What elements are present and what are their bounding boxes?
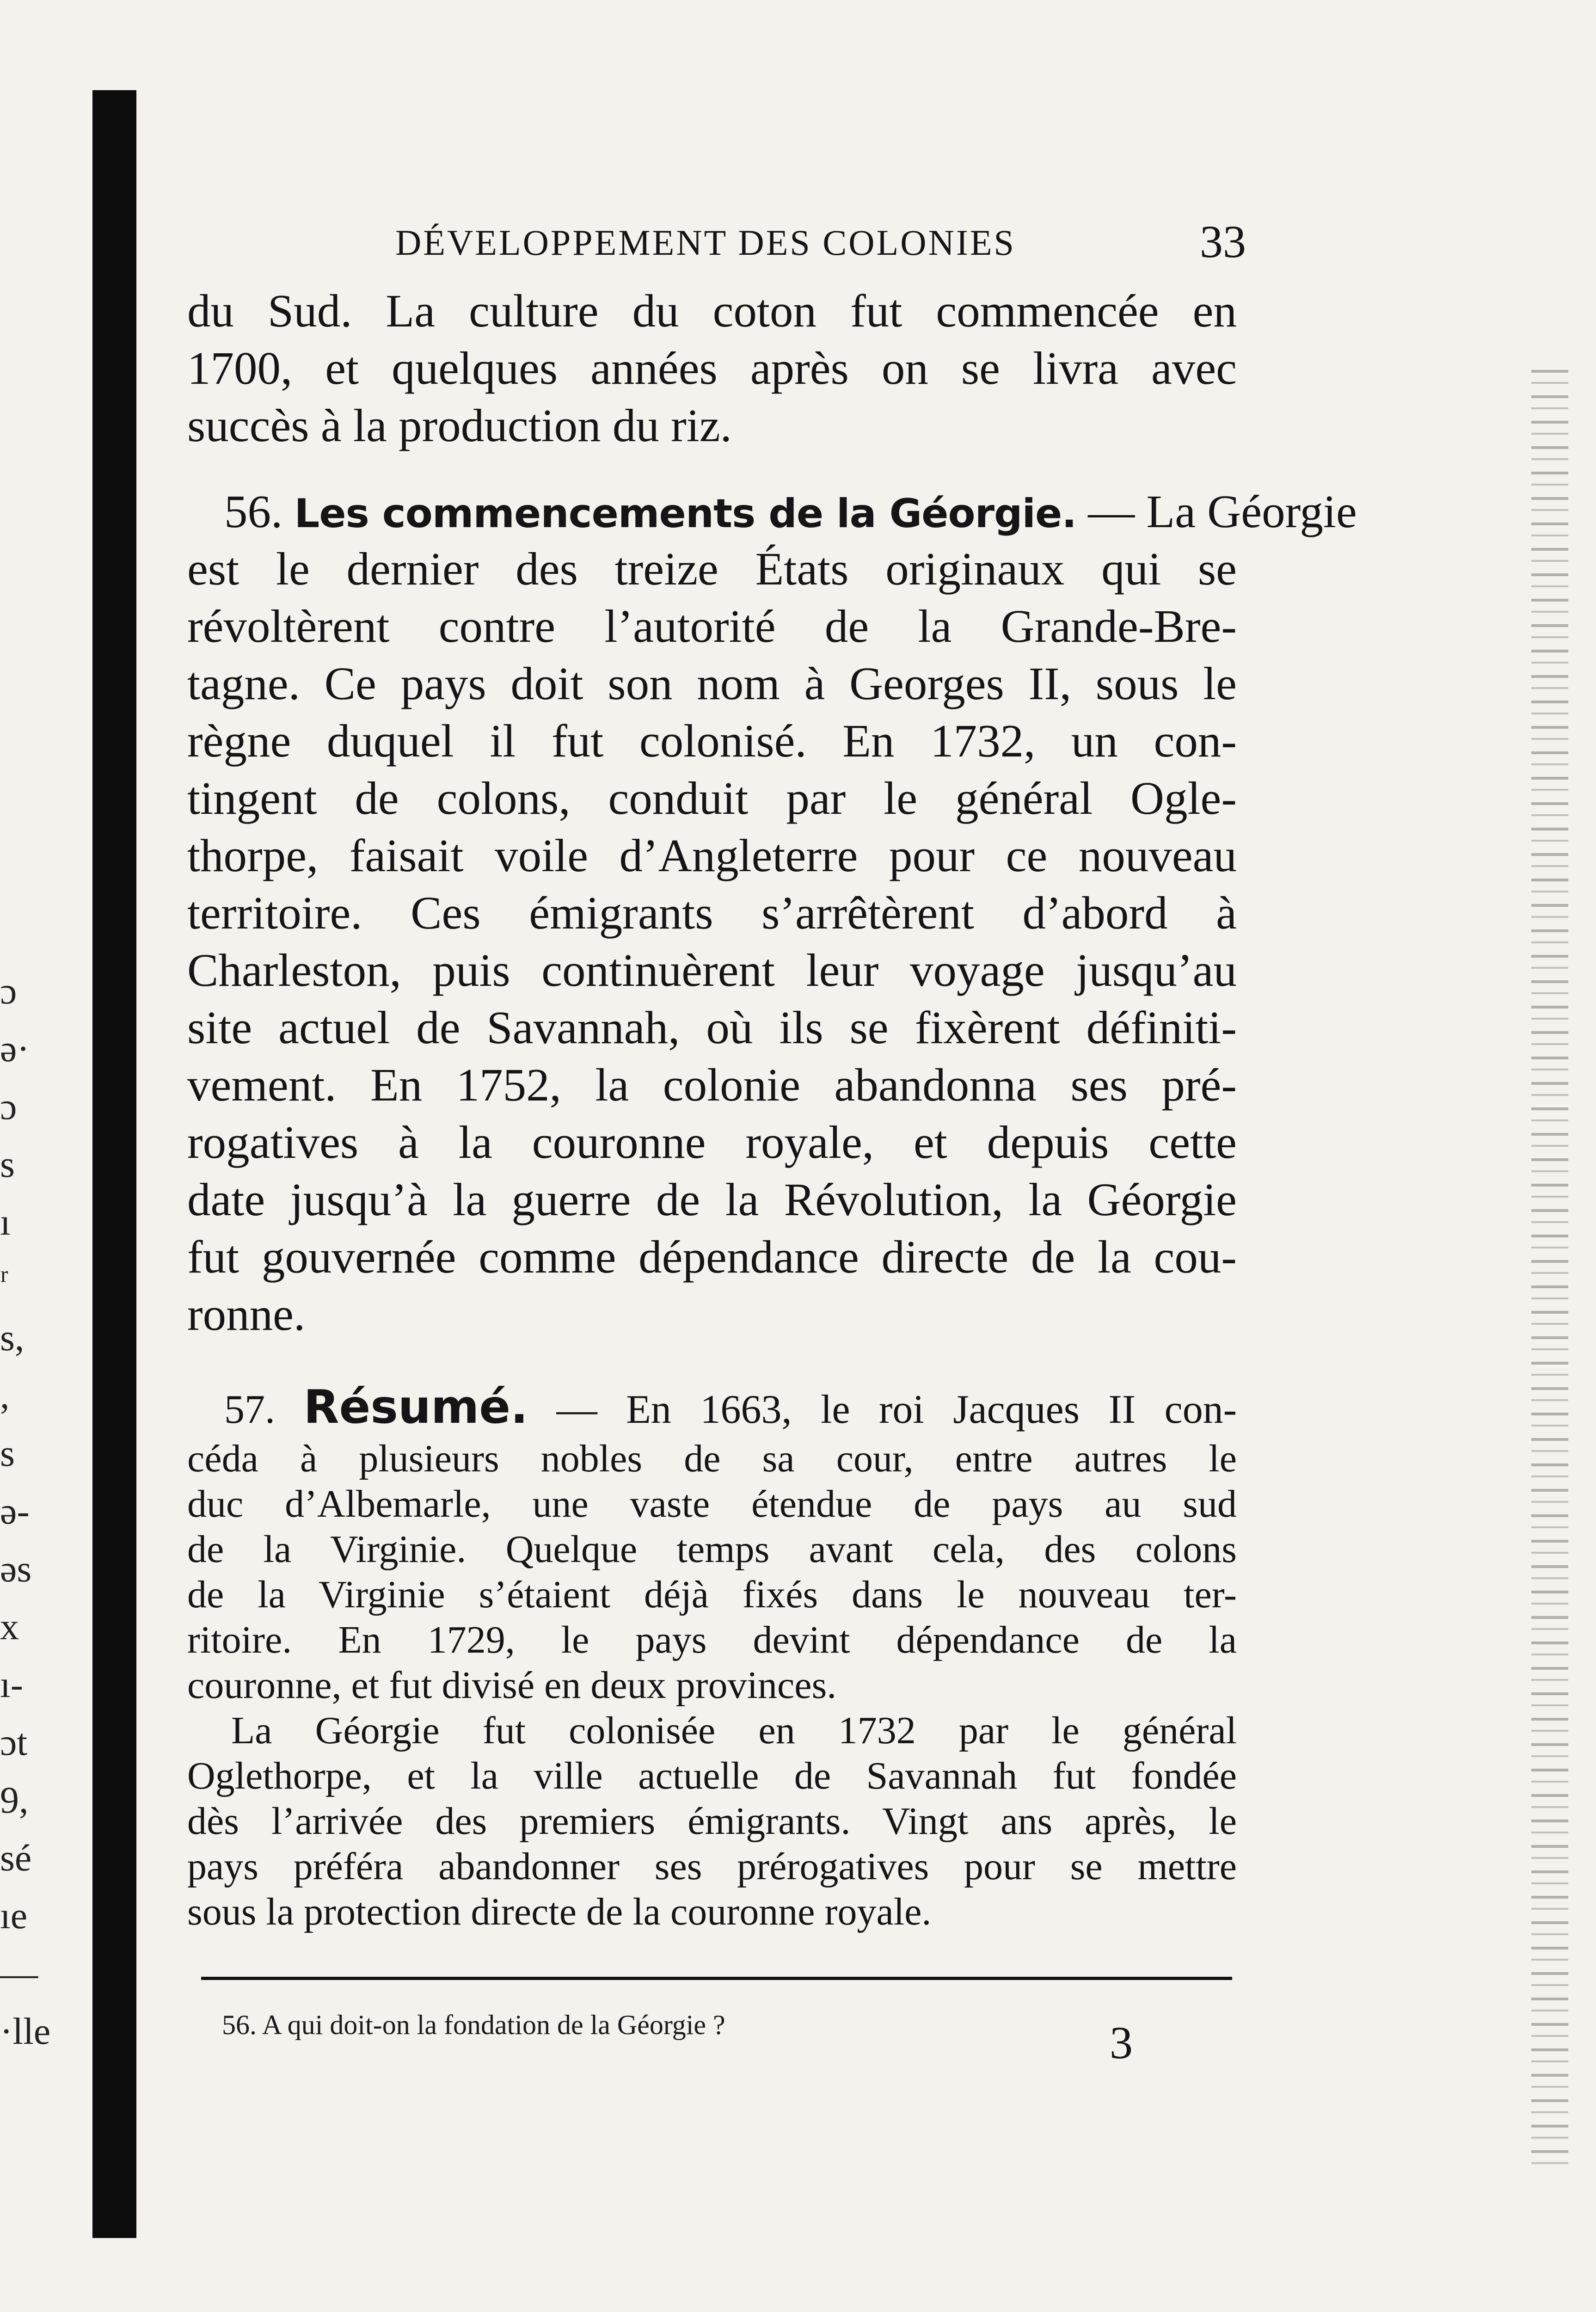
text-line: Oglethorpe, et la ville actuelle de Savannah fut fondée	[187, 1754, 1237, 1797]
text-line: ritoire. En 1729, le pays devint dépendance de la	[187, 1618, 1237, 1661]
text-line: La Géorgie fut colonisée en 1732 par le général	[231, 1709, 1237, 1752]
margin-fragment: ,	[0, 1374, 10, 1416]
margin-fragment: x	[0, 1605, 19, 1648]
section-number: 57.	[224, 1387, 275, 1432]
text-line: est le dernier des treize États originaux qui se	[187, 543, 1237, 595]
margin-fragment: ·lle	[0, 2010, 51, 2052]
text-line: tingent de colons, conduit par le général Ogle-	[187, 772, 1237, 824]
book-binding-shadow	[92, 90, 136, 2238]
margin-fragment: ɔ	[0, 970, 17, 1012]
text-line: 1700, et quelques années après on se livra avec	[187, 342, 1237, 394]
text-line: couronne, et fut divisé en deux provinces.	[187, 1664, 837, 1707]
text-line: tagne. Ce pays doit son nom à Georges II, sous le	[187, 658, 1237, 709]
text-line: territoire. Ces émigrants s’arrêtèrent d’abord à	[187, 887, 1237, 939]
footnote: 56. A qui doit-on la fondation de la Géorgie ?	[222, 2010, 725, 2040]
text-line: dès l’arrivée des premiers émigrants. Vingt ans après, le	[187, 1800, 1237, 1843]
page-number: 33	[1200, 216, 1246, 267]
text-line: rogatives à la couronne royale, et depuis cette	[187, 1116, 1237, 1168]
margin-fragment: ǝ·	[0, 1027, 30, 1070]
text-line: fut gouvernée comme dépendance directe de la cou-	[187, 1231, 1237, 1283]
text-line: thorpe, faisait voile d’Angleterre pour ce nouveau	[187, 830, 1237, 881]
margin-fragment: ıe	[0, 1894, 28, 1937]
paragraph-continuation	[187, 282, 1237, 454]
section-56	[187, 483, 1357, 1343]
text-line: date jusqu’à la guerre de la Révolution, la Géorgie	[187, 1174, 1237, 1225]
margin-fragment: ʳ	[0, 1259, 8, 1301]
chapter-title: DÉVELOPPEMENT DES COLONIES	[395, 222, 1016, 263]
section-number: 56.	[224, 486, 283, 537]
section-57-summary	[187, 1380, 1237, 1935]
text-line: pays préféra abandonner ses prérogatives pour se mettre	[187, 1845, 1237, 1888]
footnote-rule	[201, 1977, 1232, 1980]
text-line: règne duquel il fut colonisé. En 1732, un con-	[187, 715, 1237, 767]
signature-mark: 3	[1110, 2017, 1133, 2068]
section-heading: Les commencements de la Géorgie.	[294, 491, 1077, 537]
margin-fragment: 9,	[0, 1779, 29, 1821]
margin-fragment: s,	[0, 1316, 25, 1359]
margin-fragment: ı-	[0, 1663, 24, 1705]
facing-page-fragments	[0, 962, 83, 2060]
section-heading-line	[187, 1380, 1237, 1436]
margin-fragment: ɔt	[0, 1721, 28, 1763]
margin-fragment: ı	[0, 1201, 11, 1243]
book-page	[187, 216, 1357, 1935]
text-line: de la Virginie. Quelque temps avant cela, des colons	[187, 1528, 1237, 1571]
text-line: révoltèrent contre l’autorité de la Grande-Bre-	[187, 600, 1237, 652]
text-line: de la Virginie s’étaient déjà fixés dans le nouveau ter-	[187, 1573, 1237, 1616]
text-line: du Sud. La culture du coton fut commencée en	[187, 285, 1237, 337]
section-heading-line	[187, 483, 1357, 540]
text-run: — En 1663, le roi Jacques II con-	[556, 1387, 1237, 1432]
margin-fragment: s	[0, 1143, 15, 1185]
text-line: duc d’Albemarle, une vaste étendue de pays au sud	[187, 1482, 1237, 1525]
text-run: — La Géorgie	[1088, 486, 1357, 537]
margin-fragment: ɔ	[0, 1085, 17, 1127]
text-line: sous la protection directe de la couronne royale.	[187, 1890, 932, 1933]
text-line: site actuel de Savannah, où ils se fixèrent définiti-	[187, 1002, 1237, 1053]
section-heading: Résumé.	[303, 1380, 528, 1434]
running-head	[187, 216, 1246, 282]
margin-fragment: sé	[0, 1837, 32, 1879]
text-line: succès à la production du riz.	[187, 400, 732, 451]
text-line: céda à plusieurs nobles de sa cour, entre autres le	[187, 1437, 1237, 1480]
page-edge-noise	[1531, 370, 1568, 2173]
text-line: ronne.	[187, 1288, 306, 1340]
text-line: Charleston, puis continuèrent leur voyage jusqu’au	[187, 944, 1237, 996]
margin-fragment: s	[0, 1432, 15, 1474]
margin-fragment: —	[0, 1952, 38, 1994]
text-line: vement. En 1752, la colonie abandonna ses pré-	[187, 1059, 1237, 1111]
margin-fragment: ǝs	[0, 1548, 32, 1590]
margin-fragment: ǝ-	[0, 1490, 30, 1532]
